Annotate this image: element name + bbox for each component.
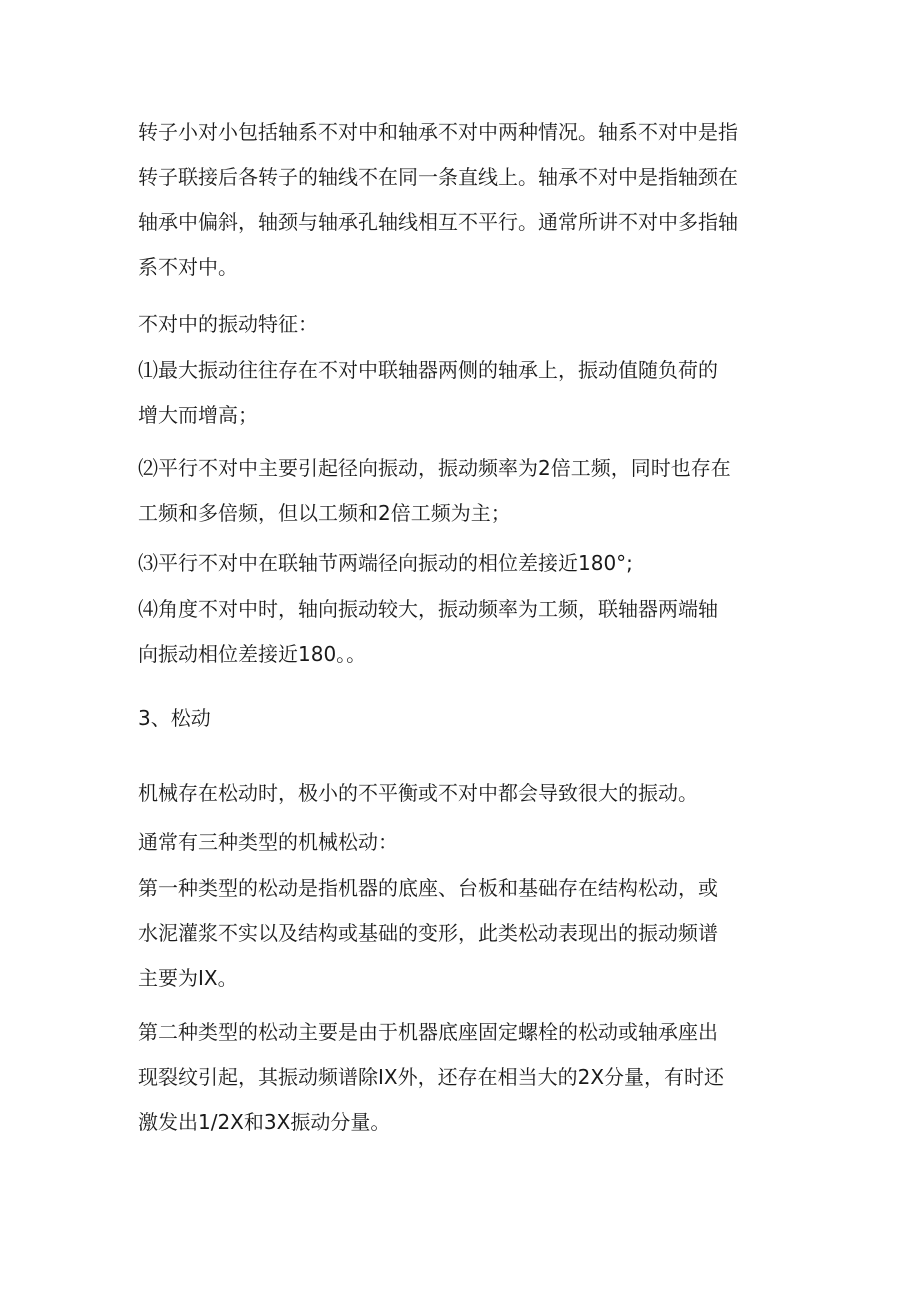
- text-line: 增大而增高；: [138, 403, 258, 427]
- loose-type-1: [138, 866, 798, 1001]
- loose-intro: [138, 771, 798, 816]
- text-line: 第一种类型的松动是指机器的底座、台板和基础存在结构松动，或: [138, 876, 718, 900]
- text-line: 系不对中。: [138, 255, 238, 279]
- text-line: 第二种类型的松动主要是由于机器底座固定螺栓的松动或轴承座出: [138, 1020, 718, 1044]
- text-line: ⑴最大振动往往存在不对中联轴器两侧的轴承上，振动值随负荷的: [138, 358, 718, 382]
- text-line: 水泥灌浆不实以及结构或基础的变形，此类松动表现出的振动频谱: [138, 921, 718, 945]
- text-line: 轴承中偏斜，轴颈与轴承孔轴线相互不平行。通常所讲不对中多指轴: [138, 210, 738, 234]
- text-line: ⑵平行不对中主要引起径向振动，振动频率为2倍工频，同时也存在: [138, 456, 731, 480]
- text-line: 主要为IX。: [138, 966, 238, 990]
- features-title: [138, 302, 798, 347]
- loose-type-2: [138, 1010, 798, 1145]
- text-line: 向振动相位差接近180。。: [138, 642, 367, 666]
- text-line: 不对中的振动特征：: [138, 312, 318, 336]
- feature-item-2: [138, 446, 798, 536]
- text-line: 工频和多倍频，但以工频和2倍工频为主；: [138, 501, 511, 525]
- feature-item-4: [138, 587, 798, 677]
- text-line: ⑷角度不对中时，轴向振动较大，振动频率为工频，联轴器两端轴: [138, 597, 718, 621]
- text-line: 转子小对小包括轴系不对中和轴承不对中两种情况。轴系不对中是指: [138, 120, 738, 144]
- text-line: 转子联接后各转子的轴线不在同一条直线上。轴承不对中是指轴颈在: [138, 165, 738, 189]
- text-line: ⑶平行不对中在联轴节两端径向振动的相位差接近180°;: [138, 551, 633, 575]
- feature-item-3: [138, 541, 798, 586]
- loose-types-title: [138, 820, 798, 865]
- feature-item-1: [138, 348, 798, 438]
- text-line: 机械存在松动时，极小的不平衡或不对中都会导致很大的振动。: [138, 781, 698, 805]
- section-heading: 3、松动: [138, 706, 211, 730]
- intro-paragraph: [138, 110, 798, 290]
- text-line: 现裂纹引起，其振动频谱除IX外，还存在相当大的2X分量，有时还: [138, 1065, 725, 1089]
- text-line: 激发出1/2X和3X振动分量。: [138, 1110, 391, 1134]
- text-line: 通常有三种类型的机械松动：: [138, 830, 398, 854]
